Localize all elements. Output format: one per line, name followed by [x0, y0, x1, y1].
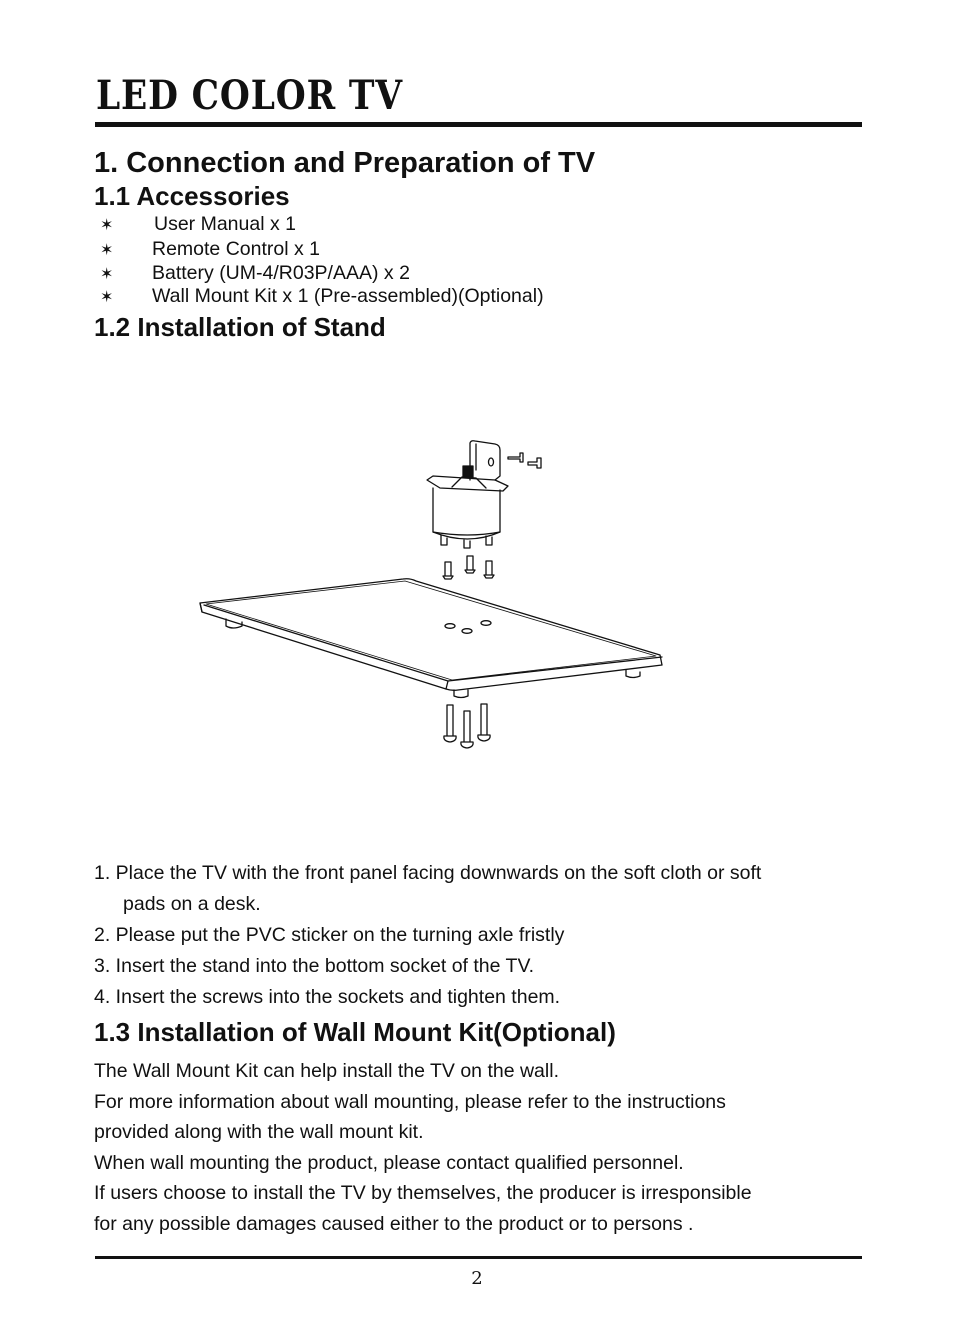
stand-base-plate [200, 579, 662, 698]
stand-neck [427, 441, 508, 548]
list-item: 2. Please put the PVC sticker on the turning axle fristly [94, 924, 565, 946]
page-title: LED COLOR TV [96, 72, 403, 119]
page-number: 2 [471, 1268, 483, 1289]
star-bullet-icon: ✶ [100, 289, 114, 306]
list-item: pads on a desk. [123, 893, 261, 915]
header-rule [95, 122, 862, 127]
accessories-list [100, 211, 544, 309]
footer-rule [95, 1256, 862, 1259]
list-item: ✶ Battery (UM-4/R03P/AAA) x 2 [100, 262, 544, 286]
list-item: ✶ Remote Control x 1 [100, 238, 544, 262]
paragraph-line: If users choose to install the TV by themselves, the producer is irresponsible [94, 1182, 752, 1205]
list-item: 3. Insert the stand into the bottom socket of the TV. [94, 955, 535, 977]
paragraph-line: provided along with the wall mount kit. [94, 1121, 424, 1144]
wall-mount-text [94, 1056, 752, 1240]
list-item: 4. Insert the screws into the sockets and tighten them. [94, 986, 561, 1008]
list-item: 1. Place the TV with the front panel facing downwards on the soft cloth or soft [94, 862, 762, 884]
stand-steps [94, 858, 761, 1013]
star-bullet-icon: ✶ [100, 217, 114, 234]
list-item: ✶ Wall Mount Kit x 1 (Pre-assembled)(Optional) [100, 285, 544, 309]
section-heading-accessories: 1.1 Accessories [94, 181, 290, 211]
paragraph-line: When wall mounting the product, please contact qualified personnel. [94, 1151, 684, 1174]
star-bullet-icon: ✶ [100, 265, 114, 283]
section-heading-wall-mount: 1.3 Installation of Wall Mount Kit(Optional) [94, 1017, 616, 1047]
section-heading-stand: 1.2 Installation of Stand [94, 312, 386, 342]
paragraph-line: for any possible damages caused either to the product or to persons . [94, 1212, 694, 1235]
star-bullet-icon: ✶ [100, 242, 114, 259]
section-heading-connection: 1. Connection and Preparation of TV [94, 147, 596, 179]
stand-assembly-diagram [190, 435, 680, 755]
list-item: ✶ User Manual x 1 [100, 211, 544, 238]
paragraph-line: For more information about wall mounting, please refer to the instructions [94, 1090, 726, 1113]
paragraph-line: The Wall Mount Kit can help install the TV on the wall. [94, 1060, 559, 1082]
